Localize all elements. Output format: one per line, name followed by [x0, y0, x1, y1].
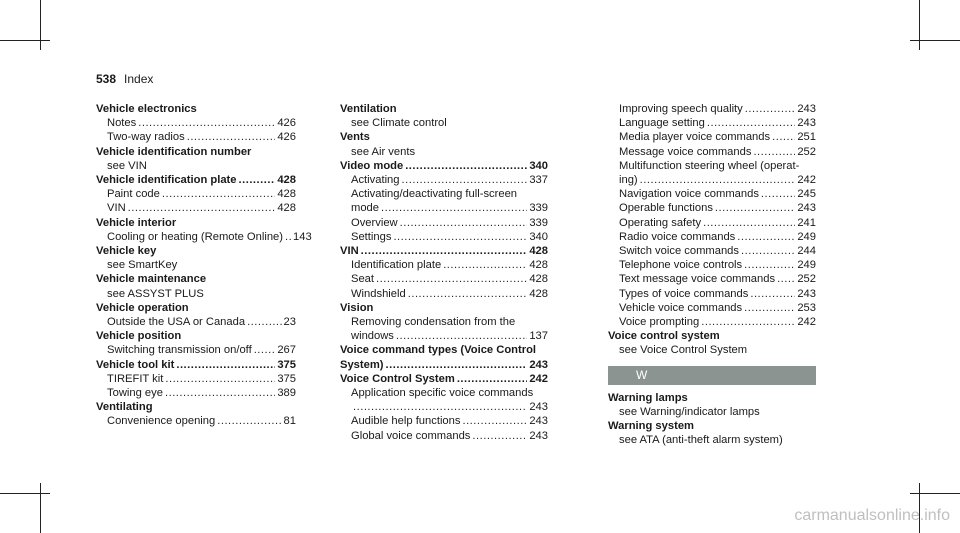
index-subentry — [96, 343, 296, 357]
index-subentry — [608, 405, 816, 419]
page-reference[interactable]: 428 — [529, 287, 548, 300]
index-subentry — [608, 145, 816, 159]
dot-leader — [408, 287, 528, 301]
index-subentry — [340, 201, 548, 215]
entry-text: Notes — [107, 117, 137, 130]
index-subentry — [96, 258, 296, 272]
index-subentry — [96, 287, 296, 301]
dot-leader — [405, 159, 527, 173]
dot-leader — [457, 372, 528, 386]
index-entry — [340, 102, 548, 116]
entry-text: VIN — [340, 245, 359, 258]
dot-leader — [165, 372, 275, 386]
page-reference[interactable]: 241 — [797, 216, 816, 229]
index-subentry — [340, 386, 548, 400]
index-entry — [340, 343, 548, 357]
dot-leader — [247, 315, 281, 329]
section-title: Index — [124, 72, 154, 86]
page-reference[interactable]: 243 — [529, 429, 548, 442]
index-entry — [96, 244, 296, 258]
entry-text: Activating/deactivating full-screen — [351, 188, 518, 201]
entry-text: Vehicle position — [96, 330, 182, 343]
entry-text: Vehicle maintenance — [96, 273, 207, 286]
index-subentry — [608, 301, 816, 315]
page-reference[interactable]: 428 — [529, 273, 548, 286]
crop-mark — [919, 0, 920, 50]
entry-text: Video mode — [340, 159, 404, 172]
dot-leader — [381, 201, 527, 215]
index-entry — [340, 130, 548, 144]
entry-text: Operating safety — [619, 216, 702, 229]
page-reference[interactable]: 243 — [529, 415, 548, 428]
page-reference[interactable]: 428 — [277, 174, 296, 187]
dot-leader — [761, 187, 795, 201]
index-column-1 — [96, 102, 312, 429]
page-reference[interactable]: 428 — [529, 259, 548, 272]
index-subentry — [608, 116, 816, 130]
index-subentry — [608, 187, 816, 201]
index-subentry — [96, 130, 296, 144]
dot-leader — [162, 187, 275, 201]
dot-leader — [353, 400, 527, 414]
page-reference[interactable]: 244 — [797, 245, 816, 258]
watermark: carmanualsonline.info — [794, 507, 950, 524]
entry-text: Paint code — [107, 188, 160, 201]
dot-leader — [393, 230, 527, 244]
crop-mark — [910, 493, 960, 494]
entry-text: Media player voice commands — [619, 131, 771, 144]
dot-leader — [165, 386, 275, 400]
index-subentry — [96, 230, 312, 244]
page-reference[interactable]: 428 — [277, 188, 296, 201]
entry-text: Warning system — [608, 420, 694, 433]
index-entry — [340, 244, 548, 258]
index-subentry — [608, 272, 816, 286]
page-reference[interactable]: 243 — [797, 202, 816, 215]
index-entry — [96, 173, 296, 187]
entry-text: Two-way radios — [107, 131, 185, 144]
page-reference[interactable]: 337 — [529, 174, 548, 187]
page-reference[interactable]: 81 — [283, 415, 296, 428]
entry-text: Vehicle tool kit — [96, 358, 175, 371]
dot-leader — [772, 130, 795, 144]
entry-text: see Air vents — [351, 145, 416, 158]
index-subentry — [608, 287, 816, 301]
entry-text: Vehicle operation — [96, 301, 189, 314]
dot-leader — [176, 358, 275, 372]
entry-text: Telephone voice controls — [619, 259, 743, 272]
index-subentry — [96, 386, 296, 400]
index-entry — [96, 216, 296, 230]
page-reference[interactable]: 249 — [797, 259, 816, 272]
dot-leader — [472, 429, 527, 443]
index-subentry — [340, 230, 548, 244]
dot-leader — [128, 201, 276, 215]
entry-text: Switch voice commands — [619, 245, 739, 258]
page-reference[interactable]: 243 — [529, 358, 548, 371]
index-subentry — [608, 433, 816, 447]
dot-leader — [744, 258, 795, 272]
entry-text: Message voice commands — [619, 145, 752, 158]
index-subentry — [608, 343, 816, 357]
index-subentry — [96, 116, 296, 130]
dot-leader — [285, 230, 291, 244]
index-subentry — [608, 173, 816, 187]
page-reference[interactable]: 426 — [277, 117, 296, 130]
index-subentry — [340, 272, 548, 286]
entry-text: see Warning/indicator lamps — [619, 405, 760, 418]
index-entry — [96, 400, 296, 414]
entry-text: Vehicle interior — [96, 216, 177, 229]
page-reference[interactable]: 389 — [277, 387, 296, 400]
entry-text: Vents — [340, 131, 370, 144]
entry-text: Voice prompting — [619, 316, 700, 329]
entry-text: Multifunction steering wheel (operat- — [619, 159, 800, 172]
index-subentry — [340, 116, 548, 130]
dot-leader — [715, 201, 795, 215]
dot-leader — [361, 244, 528, 258]
index-subentry — [340, 287, 548, 301]
dot-leader — [640, 173, 796, 187]
index-subentry — [608, 258, 816, 272]
entry-text: windows — [351, 330, 394, 343]
page-reference[interactable]: 252 — [797, 273, 816, 286]
index-entry — [96, 145, 296, 159]
dot-leader — [400, 216, 528, 230]
page-reference[interactable]: 137 — [529, 330, 548, 343]
index-subentry — [608, 102, 816, 116]
entry-text: see Voice Control System — [619, 344, 748, 357]
index-subentry — [340, 400, 548, 414]
dot-leader — [217, 414, 281, 428]
index-subentry — [340, 258, 548, 272]
crop-mark — [910, 40, 960, 41]
entry-text: Application specific voice commands — [351, 387, 534, 400]
dot-leader — [753, 145, 795, 159]
page-reference[interactable]: 242 — [529, 372, 548, 385]
entry-text: Removing condensation from the — [351, 316, 516, 329]
page-reference[interactable]: 340 — [529, 230, 548, 243]
page-reference[interactable]: 245 — [797, 188, 816, 201]
page-reference[interactable]: 339 — [529, 216, 548, 229]
index-subentry — [340, 414, 548, 428]
index-subentry — [340, 429, 548, 443]
page-reference[interactable]: 252 — [797, 145, 816, 158]
page-reference[interactable]: 339 — [529, 202, 548, 215]
entry-text: Cooling or heating (Remote Online) — [107, 230, 283, 243]
dot-leader — [462, 414, 527, 428]
index-entry — [340, 159, 548, 173]
entry-text: Ventilating — [96, 401, 153, 414]
page-reference[interactable]: 143 — [293, 230, 312, 243]
entry-text: Vehicle voice commands — [619, 301, 743, 314]
page-reference[interactable]: 253 — [797, 301, 816, 314]
entry-text: Overview — [351, 216, 398, 229]
index-subentry — [608, 201, 816, 215]
entry-text: Seat — [351, 273, 375, 286]
page-reference[interactable]: 428 — [529, 245, 548, 258]
entry-text: see Climate control — [351, 117, 447, 130]
index-subentry — [340, 187, 548, 201]
entry-text: Vehicle identification plate — [96, 174, 237, 187]
entry-text: Voice Control System — [340, 372, 455, 385]
entry-text: see ASSYST PLUS — [107, 287, 204, 300]
entry-text: Identification plate — [351, 259, 442, 272]
index-entry — [96, 301, 296, 315]
index-subentry — [340, 329, 548, 343]
entry-text: Warning lamps — [608, 391, 688, 404]
index-entry — [608, 329, 816, 343]
entry-text: Improving speech quality — [619, 103, 743, 115]
page-reference[interactable]: 375 — [277, 372, 296, 385]
index-column-2 — [340, 102, 548, 443]
page-reference[interactable]: 249 — [797, 230, 816, 243]
entry-text: Ventilation — [340, 103, 397, 115]
entry-text: Vehicle key — [96, 245, 157, 258]
entry-text: Voice command types (Voice Control — [340, 344, 537, 357]
dot-leader — [745, 102, 796, 116]
entry-text: Switching transmission on/off — [107, 344, 252, 357]
dot-leader — [443, 258, 527, 272]
dot-leader — [744, 301, 795, 315]
crop-mark — [40, 483, 41, 533]
index-subentry — [608, 159, 816, 173]
dot-leader — [386, 358, 528, 372]
dot-leader — [376, 272, 527, 286]
page-reference[interactable]: 242 — [797, 316, 816, 329]
index-subentry — [340, 173, 548, 187]
entry-text: Types of voice commands — [619, 287, 749, 300]
index-letter-heading: W — [608, 366, 816, 385]
entry-text: TIREFIT kit — [107, 372, 164, 385]
entry-text: Navigation voice commands — [619, 188, 759, 201]
index-subentry — [608, 315, 816, 329]
dot-leader — [703, 216, 795, 230]
entry-text: Vision — [340, 301, 374, 314]
index-subentry — [96, 414, 296, 428]
page-reference[interactable]: 23 — [283, 316, 296, 329]
page-reference[interactable]: 428 — [277, 202, 296, 215]
index-entry — [608, 391, 816, 405]
page-reference[interactable]: 243 — [529, 401, 548, 414]
page-header — [96, 72, 153, 86]
entry-text: see VIN — [107, 159, 147, 172]
entry-text: mode — [351, 202, 379, 215]
dot-leader — [750, 287, 795, 301]
index-subentry — [340, 216, 548, 230]
page-reference[interactable]: 426 — [277, 131, 296, 144]
index-entry — [96, 329, 296, 343]
entry-text: Convenience opening — [107, 415, 216, 428]
index-subentry — [608, 230, 816, 244]
dot-leader — [138, 116, 275, 130]
entry-text: System) — [340, 358, 384, 371]
dot-leader — [254, 343, 276, 357]
crop-mark — [0, 493, 50, 494]
index-entry — [340, 301, 548, 315]
entry-text: VIN — [107, 202, 126, 215]
index-subentry — [340, 315, 548, 329]
index-entry — [96, 358, 296, 372]
page-reference[interactable]: 243 — [797, 287, 816, 300]
dot-leader — [737, 230, 795, 244]
dot-leader — [701, 315, 795, 329]
entry-text: Vehicle electronics — [96, 103, 197, 115]
page-reference[interactable]: 267 — [277, 344, 296, 357]
entry-text: Operable functions — [619, 202, 713, 215]
entry-text: Audible help functions — [351, 415, 461, 428]
dot-leader — [777, 272, 795, 286]
entry-text: see ATA (anti-theft alarm system) — [619, 434, 783, 447]
index-subentry — [96, 187, 296, 201]
index-subentry — [96, 372, 296, 386]
index-subentry — [608, 216, 816, 230]
index-entry — [340, 372, 548, 386]
entry-text: Windshield — [351, 287, 406, 300]
index-subentry — [608, 244, 816, 258]
entry-text: Outside the USA or Canada — [107, 316, 246, 329]
page-reference[interactable]: 340 — [529, 159, 548, 172]
index-entry — [608, 419, 816, 433]
dot-leader — [707, 116, 795, 130]
entry-text: Language setting — [619, 117, 705, 130]
entry-text: ing) — [619, 174, 638, 187]
entry-text: Global voice commands — [351, 429, 471, 442]
page-reference[interactable]: 243 — [797, 103, 816, 115]
index-subentry — [96, 201, 296, 215]
crop-mark — [40, 0, 41, 50]
entry-text: Voice control system — [608, 330, 720, 343]
page-reference[interactable]: 375 — [277, 358, 296, 371]
page-reference[interactable]: 243 — [797, 117, 816, 130]
dot-leader — [396, 329, 527, 343]
page-reference[interactable]: 251 — [797, 131, 816, 144]
entry-text: see SmartKey — [107, 259, 178, 272]
index-entry — [96, 272, 296, 286]
entry-text: Text message voice commands — [619, 273, 776, 286]
dot-leader — [741, 244, 795, 258]
page-reference[interactable]: 242 — [797, 174, 816, 187]
index-entry — [96, 102, 296, 116]
dot-leader — [239, 173, 276, 187]
index-entry — [340, 358, 548, 372]
crop-mark — [0, 40, 50, 41]
entry-text: Radio voice commands — [619, 230, 736, 243]
entry-text: Vehicle identification number — [96, 145, 252, 158]
dot-leader — [402, 173, 528, 187]
index-column-3 — [608, 102, 816, 447]
index-subentry — [96, 315, 296, 329]
entry-text: Towing eye — [107, 387, 163, 400]
page-number: 538 — [96, 72, 117, 86]
index-subentry — [608, 130, 816, 144]
index-subentry — [340, 145, 548, 159]
entry-text: Activating — [351, 174, 400, 187]
index-subentry — [96, 159, 296, 173]
dot-leader — [187, 130, 276, 144]
entry-text: Settings — [351, 230, 392, 243]
